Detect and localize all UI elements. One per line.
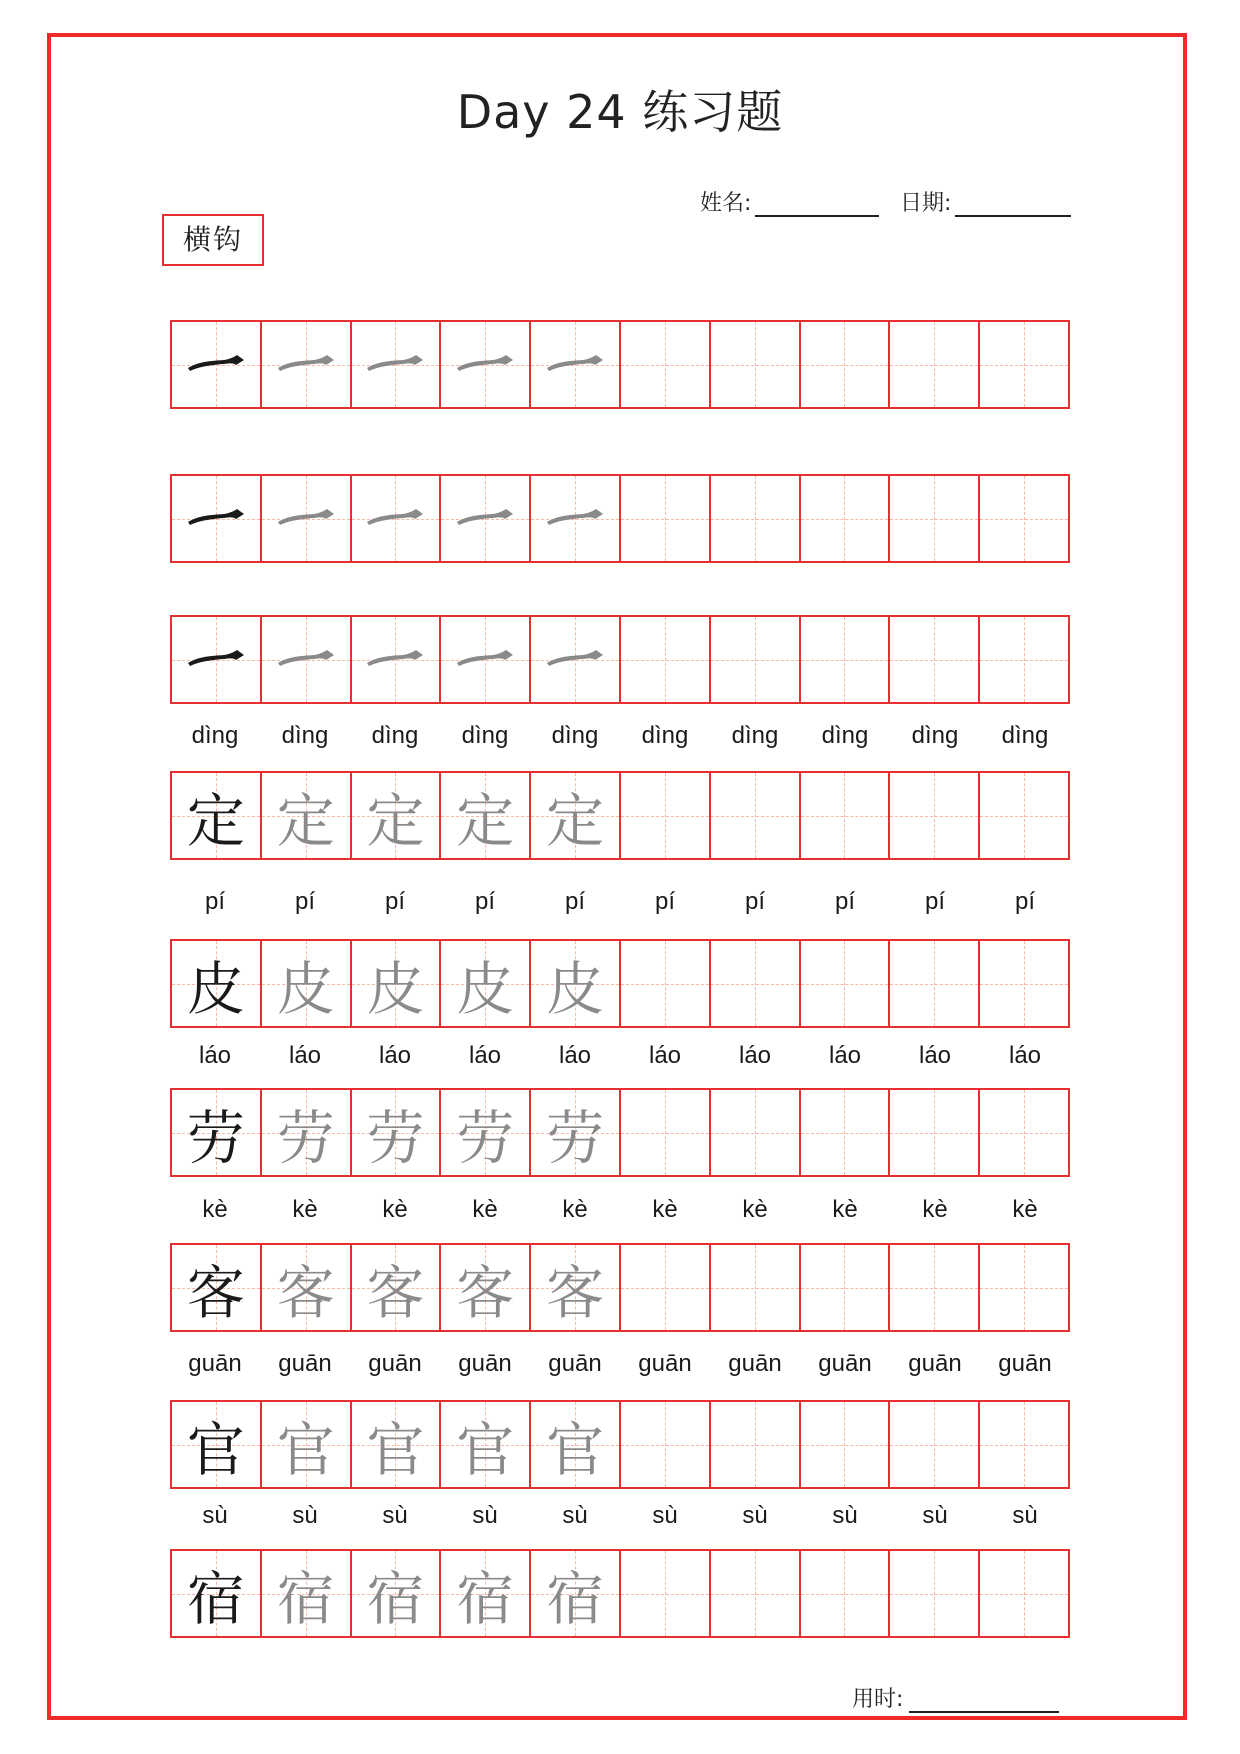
- pinyin-label: sù: [202, 1502, 228, 1529]
- empty-writing-cell[interactable]: [621, 1245, 711, 1330]
- empty-writing-cell[interactable]: [711, 476, 801, 561]
- empty-writing-cell[interactable]: [980, 1245, 1070, 1330]
- pinyin-label: láo: [918, 1042, 952, 1069]
- pinyin-label: guān: [188, 1350, 242, 1377]
- pinyin-label: kè: [292, 1196, 318, 1223]
- pinyin-label: guān: [368, 1350, 422, 1377]
- trace-character: 定: [276, 786, 335, 855]
- pinyin-label: kè: [832, 1196, 858, 1223]
- pinyin-label: dìng: [281, 722, 329, 749]
- pinyin-row: [170, 1350, 1070, 1378]
- trace-character: 定: [456, 786, 515, 855]
- trace-cell: [262, 1402, 352, 1487]
- pinyin-label: guān: [458, 1350, 512, 1377]
- trace-cell: [531, 941, 621, 1026]
- trace-character: 定: [546, 786, 605, 855]
- empty-writing-cell[interactable]: [801, 941, 891, 1026]
- pinyin-label: pí: [294, 888, 315, 915]
- pinyin-label: láo: [288, 1042, 322, 1069]
- pinyin-label: sù: [1012, 1502, 1038, 1529]
- empty-writing-cell[interactable]: [980, 941, 1070, 1026]
- pinyin-label: kè: [382, 1196, 408, 1223]
- empty-writing-cell[interactable]: [711, 1551, 801, 1636]
- pinyin-label: kè: [652, 1196, 678, 1223]
- trace-cell: [262, 1551, 352, 1636]
- empty-writing-cell[interactable]: [621, 617, 711, 702]
- pinyin-label: pí: [384, 888, 405, 915]
- character-practice-row: [170, 1400, 1070, 1489]
- horizontal-hook-stroke-icon: [531, 322, 619, 407]
- model-character: 客: [186, 1258, 245, 1327]
- pinyin-label: guān: [818, 1350, 872, 1377]
- empty-writing-cell[interactable]: [801, 322, 891, 407]
- model-cell: [172, 941, 262, 1026]
- pinyin-row: [170, 1502, 1070, 1530]
- empty-writing-cell[interactable]: [890, 476, 980, 561]
- model-character: 皮: [186, 954, 245, 1023]
- pinyin-label: dìng: [641, 722, 689, 749]
- trace-character: 皮: [366, 954, 425, 1023]
- empty-writing-cell[interactable]: [711, 1245, 801, 1330]
- trace-character: 定: [366, 786, 425, 855]
- empty-writing-cell[interactable]: [711, 322, 801, 407]
- empty-writing-cell[interactable]: [980, 1090, 1070, 1175]
- trace-character: 官: [546, 1415, 605, 1484]
- trace-cell: [262, 773, 352, 858]
- name-blank-line[interactable]: [755, 195, 879, 217]
- empty-writing-cell[interactable]: [890, 617, 980, 702]
- trace-character: 客: [276, 1258, 335, 1327]
- empty-writing-cell[interactable]: [980, 1402, 1070, 1487]
- pinyin-label: kè: [562, 1196, 588, 1223]
- pinyin-row: [170, 1196, 1070, 1224]
- trace-character: 官: [456, 1415, 515, 1484]
- pinyin-label: dìng: [191, 722, 239, 749]
- pinyin-label: pí: [204, 888, 225, 915]
- pinyin-label: láo: [738, 1042, 772, 1069]
- pinyin-label: pí: [654, 888, 675, 915]
- pinyin-label: guān: [638, 1350, 692, 1377]
- trace-cell: [531, 617, 621, 702]
- pinyin-label: dìng: [911, 722, 959, 749]
- trace-character: 官: [276, 1415, 335, 1484]
- empty-writing-cell[interactable]: [801, 773, 891, 858]
- trace-cell: [531, 1551, 621, 1636]
- trace-cell: [531, 1090, 621, 1175]
- trace-cell: [352, 617, 442, 702]
- trace-character: 劳: [546, 1103, 605, 1172]
- stroke-name-tag: 横钩: [162, 214, 264, 266]
- trace-cell: [441, 322, 531, 407]
- empty-writing-cell[interactable]: [801, 617, 891, 702]
- empty-writing-cell[interactable]: [801, 1551, 891, 1636]
- trace-cell: [352, 1245, 442, 1330]
- trace-cell: [441, 1245, 531, 1330]
- empty-writing-cell[interactable]: [621, 773, 711, 858]
- trace-cell: [262, 1090, 352, 1175]
- horizontal-hook-stroke-icon: [172, 322, 260, 407]
- pinyin-label: dìng: [821, 722, 869, 749]
- pinyin-label: láo: [648, 1042, 682, 1069]
- date-blank-line[interactable]: [955, 195, 1071, 217]
- empty-writing-cell[interactable]: [621, 476, 711, 561]
- name-field[interactable]: [700, 186, 879, 217]
- date-field[interactable]: [900, 186, 1071, 217]
- trace-character: 宿: [546, 1564, 605, 1633]
- pinyin-label: sù: [652, 1502, 678, 1529]
- stroke-practice-row: [170, 320, 1070, 409]
- empty-writing-cell[interactable]: [711, 617, 801, 702]
- horizontal-hook-stroke-icon: [531, 617, 619, 702]
- date-label: 日期:: [900, 191, 952, 216]
- pinyin-label: guān: [998, 1350, 1052, 1377]
- empty-writing-cell[interactable]: [711, 941, 801, 1026]
- empty-writing-cell[interactable]: [801, 1402, 891, 1487]
- trace-cell: [352, 1402, 442, 1487]
- pinyin-label: kè: [922, 1196, 948, 1223]
- character-practice-row: [170, 1243, 1070, 1332]
- pinyin-label: kè: [742, 1196, 768, 1223]
- empty-writing-cell[interactable]: [801, 1090, 891, 1175]
- empty-writing-cell[interactable]: [890, 1551, 980, 1636]
- pinyin-label: sù: [382, 1502, 408, 1529]
- trace-character: 劳: [456, 1103, 515, 1172]
- character-practice-row: [170, 1088, 1070, 1177]
- model-cell: [172, 1245, 262, 1330]
- pinyin-label: kè: [202, 1196, 228, 1223]
- trace-character: 客: [366, 1258, 425, 1327]
- model-character: 定: [186, 786, 245, 855]
- empty-writing-cell[interactable]: [621, 1090, 711, 1175]
- trace-cell: [531, 1245, 621, 1330]
- empty-writing-cell[interactable]: [711, 1090, 801, 1175]
- pinyin-label: pí: [924, 888, 945, 915]
- stroke-practice-row: [170, 474, 1070, 563]
- empty-writing-cell[interactable]: [890, 941, 980, 1026]
- pinyin-label: láo: [378, 1042, 412, 1069]
- empty-writing-cell[interactable]: [890, 773, 980, 858]
- pinyin-label: pí: [834, 888, 855, 915]
- empty-writing-cell[interactable]: [980, 617, 1070, 702]
- trace-character: 宿: [456, 1564, 515, 1633]
- trace-cell: [262, 617, 352, 702]
- trace-character: 客: [456, 1258, 515, 1327]
- pinyin-label: sù: [922, 1502, 948, 1529]
- empty-writing-cell[interactable]: [711, 773, 801, 858]
- empty-writing-cell[interactable]: [621, 322, 711, 407]
- pinyin-label: dìng: [731, 722, 779, 749]
- trace-cell: [531, 476, 621, 561]
- model-cell: [172, 1402, 262, 1487]
- trace-cell: [531, 322, 621, 407]
- character-practice-row: [170, 939, 1070, 1028]
- trace-cell: [262, 1245, 352, 1330]
- pinyin-label: láo: [828, 1042, 862, 1069]
- pinyin-label: dìng: [371, 722, 419, 749]
- model-character: 劳: [186, 1103, 245, 1172]
- pinyin-label: guān: [728, 1350, 782, 1377]
- empty-writing-cell[interactable]: [801, 476, 891, 561]
- horizontal-hook-stroke-icon: [352, 617, 440, 702]
- model-cell: [172, 617, 262, 702]
- trace-cell: [441, 617, 531, 702]
- pinyin-label: dìng: [551, 722, 599, 749]
- empty-writing-cell[interactable]: [711, 1402, 801, 1487]
- trace-character: 宿: [276, 1564, 335, 1633]
- pinyin-label: pí: [1014, 888, 1035, 915]
- trace-cell: [262, 476, 352, 561]
- trace-cell: [352, 1090, 442, 1175]
- trace-cell: [531, 1402, 621, 1487]
- horizontal-hook-stroke-icon: [262, 476, 350, 561]
- stroke-practice-row: [170, 615, 1070, 704]
- empty-writing-cell[interactable]: [980, 322, 1070, 407]
- horizontal-hook-stroke-icon: [352, 322, 440, 407]
- model-cell: [172, 773, 262, 858]
- time-field[interactable]: [852, 1682, 1059, 1713]
- horizontal-hook-stroke-icon: [441, 322, 529, 407]
- model-cell: [172, 322, 262, 407]
- horizontal-hook-stroke-icon: [441, 617, 529, 702]
- trace-character: 宿: [366, 1564, 425, 1633]
- model-cell: [172, 1090, 262, 1175]
- pinyin-label: guān: [548, 1350, 602, 1377]
- pinyin-label: láo: [468, 1042, 502, 1069]
- empty-writing-cell[interactable]: [621, 1402, 711, 1487]
- pinyin-label: sù: [832, 1502, 858, 1529]
- trace-character: 官: [366, 1415, 425, 1484]
- pinyin-label: sù: [742, 1502, 768, 1529]
- empty-writing-cell[interactable]: [801, 1245, 891, 1330]
- trace-cell: [441, 773, 531, 858]
- empty-writing-cell[interactable]: [890, 322, 980, 407]
- pinyin-label: láo: [198, 1042, 232, 1069]
- trace-cell: [441, 941, 531, 1026]
- horizontal-hook-stroke-icon: [172, 476, 260, 561]
- trace-character: 皮: [456, 954, 515, 1023]
- pinyin-row: [170, 888, 1070, 916]
- empty-writing-cell[interactable]: [621, 1551, 711, 1636]
- empty-writing-cell[interactable]: [890, 1402, 980, 1487]
- horizontal-hook-stroke-icon: [262, 322, 350, 407]
- pinyin-label: guān: [278, 1350, 332, 1377]
- model-cell: [172, 1551, 262, 1636]
- page-title: Day 24 练习题: [456, 85, 784, 139]
- time-label: 用时:: [852, 1687, 904, 1712]
- pinyin-label: pí: [564, 888, 585, 915]
- pinyin-label: kè: [472, 1196, 498, 1223]
- trace-cell: [352, 322, 442, 407]
- character-practice-row: [170, 1549, 1070, 1638]
- trace-cell: [352, 476, 442, 561]
- pinyin-label: kè: [1012, 1196, 1038, 1223]
- trace-cell: [352, 773, 442, 858]
- time-blank-line[interactable]: [909, 1691, 1059, 1713]
- empty-writing-cell[interactable]: [621, 941, 711, 1026]
- empty-writing-cell[interactable]: [980, 476, 1070, 561]
- horizontal-hook-stroke-icon: [352, 476, 440, 561]
- character-practice-row: [170, 771, 1070, 860]
- trace-cell: [441, 1090, 531, 1175]
- trace-character: 劳: [366, 1103, 425, 1172]
- pinyin-label: láo: [558, 1042, 592, 1069]
- empty-writing-cell[interactable]: [890, 1090, 980, 1175]
- pinyin-label: sù: [472, 1502, 498, 1529]
- trace-cell: [441, 1402, 531, 1487]
- trace-cell: [352, 1551, 442, 1636]
- trace-character: 客: [546, 1258, 605, 1327]
- pinyin-label: dìng: [1001, 722, 1049, 749]
- trace-character: 皮: [276, 954, 335, 1023]
- empty-writing-cell[interactable]: [890, 1245, 980, 1330]
- empty-writing-cell[interactable]: [980, 773, 1070, 858]
- name-label: 姓名:: [700, 191, 752, 216]
- trace-cell: [441, 1551, 531, 1636]
- trace-cell: [441, 476, 531, 561]
- model-character: 官: [186, 1415, 245, 1484]
- pinyin-label: pí: [744, 888, 765, 915]
- pinyin-label: pí: [474, 888, 495, 915]
- trace-cell: [352, 941, 442, 1026]
- pinyin-row: [170, 722, 1070, 750]
- horizontal-hook-stroke-icon: [441, 476, 529, 561]
- pinyin-label: guān: [908, 1350, 962, 1377]
- pinyin-row: [170, 1042, 1070, 1070]
- trace-cell: [262, 941, 352, 1026]
- horizontal-hook-stroke-icon: [262, 617, 350, 702]
- trace-character: 劳: [276, 1103, 335, 1172]
- pinyin-label: sù: [562, 1502, 588, 1529]
- model-cell: [172, 476, 262, 561]
- pinyin-label: sù: [292, 1502, 318, 1529]
- horizontal-hook-stroke-icon: [172, 617, 260, 702]
- empty-writing-cell[interactable]: [980, 1551, 1070, 1636]
- trace-character: 皮: [546, 954, 605, 1023]
- pinyin-label: láo: [1008, 1042, 1042, 1069]
- pinyin-label: dìng: [461, 722, 509, 749]
- trace-cell: [531, 773, 621, 858]
- horizontal-hook-stroke-icon: [531, 476, 619, 561]
- trace-cell: [262, 322, 352, 407]
- model-character: 宿: [186, 1564, 245, 1633]
